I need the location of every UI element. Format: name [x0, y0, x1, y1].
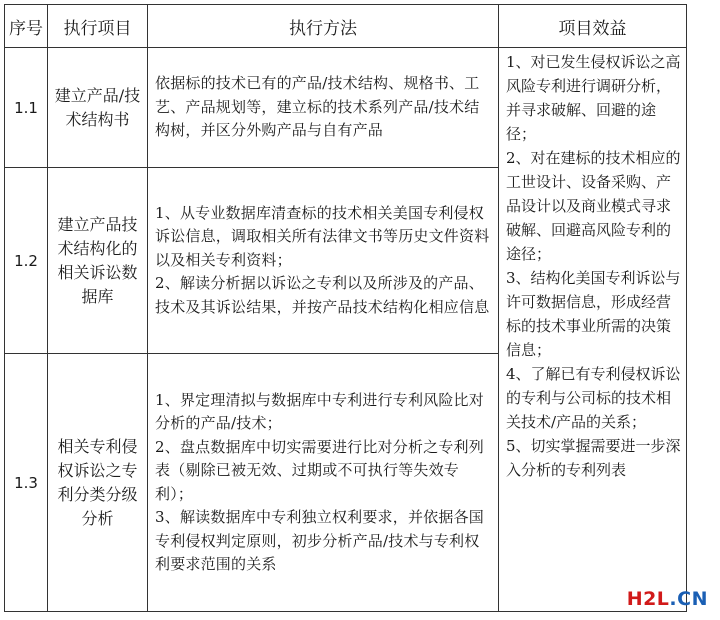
row-method [148, 168, 499, 354]
header-row [5, 5, 687, 48]
header-benefit: 项目效益 [499, 5, 687, 48]
row-method [148, 354, 499, 612]
row-project: 建立产品技术结构化的相关诉讼数据库 [48, 168, 148, 354]
benefit-item: 1、对已发生侵权诉讼之高风险专利进行调研分析，并寻求破解、回避的途径； [506, 53, 681, 143]
header-project: 执行项目 [48, 5, 148, 48]
benefit-cell [499, 48, 687, 612]
row-index: 1.2 [5, 168, 48, 354]
watermark-part1: H2L [626, 588, 670, 610]
header-index: 序号 [5, 5, 48, 48]
row-index: 1.1 [5, 48, 48, 168]
benefit-item: 4、了解已有专利侵权诉讼的专利与公司标的技术相关技术/产品的关系； [506, 365, 681, 431]
method-paragraph: 3、解读数据库中专利独立权利要求，并依据各国专利侵权判定原则，初步分析产品/技术与专利权利要求范围的关系 [155, 508, 484, 573]
benefit-item: 5、切实掌握需要进一步深入分析的专利列表 [506, 437, 681, 479]
row-project: 相关专利侵权诉讼之专利分类分级分析 [48, 354, 148, 612]
header-method: 执行方法 [148, 5, 499, 48]
method-paragraph: 1、界定理清拟与数据库中专利进行专利风险比对分析的产品/技术； [155, 390, 484, 432]
method-paragraph: 2、解读分析据以诉讼之专利以及所涉及的产品、技术及其诉讼结果，并按产品技术结构化相应信息 [155, 274, 490, 316]
method-paragraph: 1、从专业数据库清查标的技术相关美国专利侵权诉讼信息，调取相关所有法律文书等历史文件资料以及相关专利资料； [155, 203, 490, 269]
row-project: 建立产品/技术结构书 [48, 48, 148, 168]
site-watermark-logo [627, 588, 708, 610]
method-paragraph: 依据标的技术已有的产品/技术结构、规格书、工艺、产品规划等，建立标的技术系列产品/技术结构树，并区分外购产品与自有产品 [155, 74, 480, 140]
benefit-item: 2、对在建标的技术相应的工世设计、设备采购、产品设计以及商业模式寻求破解、回避高风险专利的途径； [506, 149, 681, 263]
table-row [5, 48, 687, 168]
row-index: 1.3 [5, 354, 48, 612]
method-paragraph: 2、盘点数据库中切实需要进行比对分析之专利列表（剔除已被无效、过期或不可执行等失效专利）； [155, 437, 484, 503]
row-method [148, 48, 499, 168]
watermark-part2: .CN [669, 588, 708, 610]
benefit-item: 3、结构化美国专利诉讼与许可数据信息，形成经营标的技术事业所需的决策信息； [506, 269, 681, 359]
project-table [4, 4, 687, 612]
